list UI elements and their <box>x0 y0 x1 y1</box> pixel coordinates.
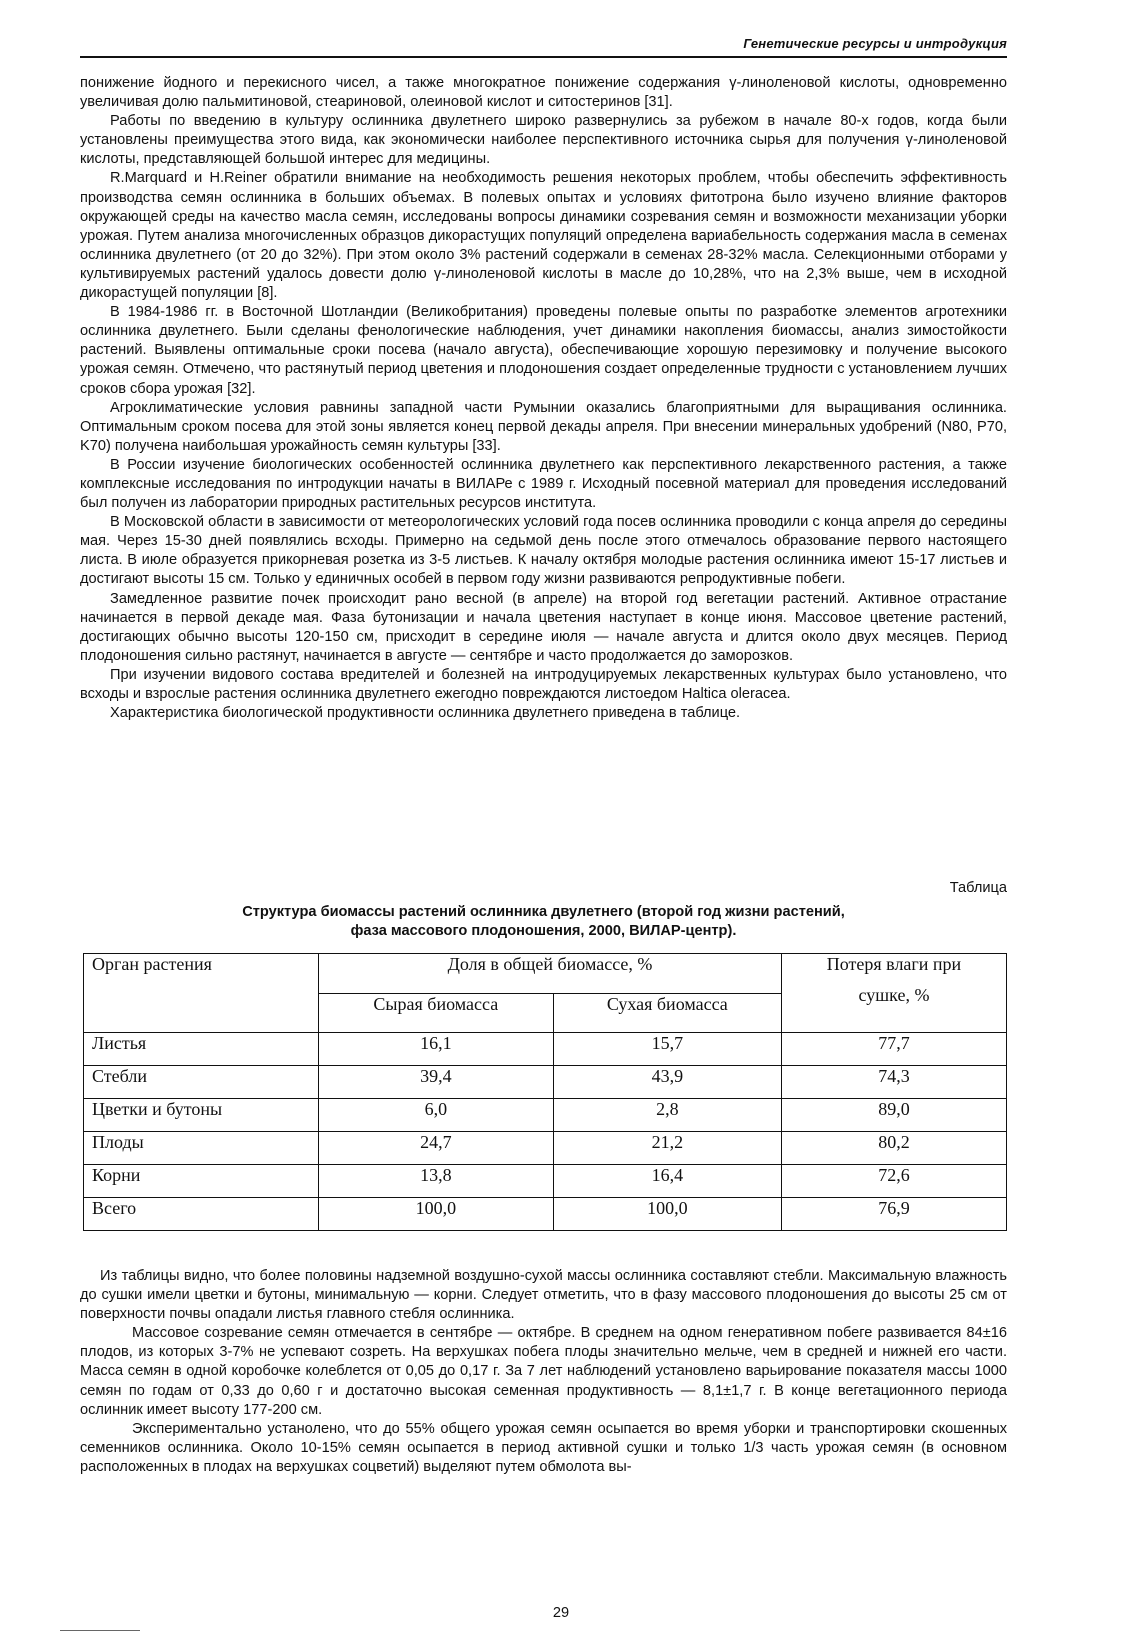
table-row <box>84 1132 1007 1165</box>
cell-raw: 24,7 <box>319 1132 554 1165</box>
header-organ: Орган растения <box>84 954 319 1033</box>
running-title: Генетические ресурсы и интродукция <box>743 36 1007 51</box>
cell-organ: Плоды <box>84 1132 319 1165</box>
cell-loss: 72,6 <box>782 1165 1007 1198</box>
paragraph: При изучении видового состава вредителей и болезней на интродуцируемых лекарственных культурах было установлено, что всходы и взрослые растения ослинника двулетнего ежегодно повреждаются листоедом Haltica oleracea. <box>80 666 1007 702</box>
table-row <box>84 1165 1007 1198</box>
paragraph: Замедленное развитие почек происходит рано весной (в апреле) на второй год вегетации растений. Активное отрастание начинается в первой декаде мая. Фаза бутонизации и начала цветения наступает в конце июня. Массовое цветение растений, достигающих обычно высоты 120-150 см, присходит в середине июля — начале августа и длится около двух месяцев. Период плодоношения сильно растянут, начинается в августе — сентябре и часто продолжается до заморозков. <box>80 590 1007 664</box>
table-row <box>84 1033 1007 1066</box>
table-header-row <box>84 954 1007 994</box>
cell-organ: Всего <box>84 1198 319 1231</box>
paragraph: R.Marquard и H.Reiner обратили внимание на необходимость решения некоторых проблем, чтобы обеспечить эффективность производства семян ослинника в больших объемах. В полевых опытах и условиях фитотрона было изучено влияние факторов окружающей среды на качество масла семян, исследованы вопросы динамики созревания семян и возможности механизации уборки урожая. Путем анализа многочисленных образцов дикорастущих популяций определена вариабельность содержания масла в семенах ослинника двулетнего (от 20 до 32%). При этом около 3% растений содержали в семенах 28-32% масла. Селекционными отборами у культивируемых растений удалось довести долю γ-линоленовой кислоты в масле до 10,28%, что на 2,3% выше, чем в исходной дикорастущей популяции [8]. <box>80 170 1007 302</box>
cell-loss: 74,3 <box>782 1066 1007 1099</box>
cell-dry: 100,0 <box>553 1198 781 1231</box>
cell-loss: 77,7 <box>782 1033 1007 1066</box>
page-number: 29 <box>552 1605 570 1621</box>
cell-dry: 2,8 <box>553 1099 781 1132</box>
cell-raw: 100,0 <box>319 1198 554 1231</box>
table-row <box>84 1066 1007 1099</box>
table-label: Таблица <box>949 880 1007 896</box>
footer-rule <box>60 1630 140 1631</box>
cell-organ: Цветки и бутоны <box>84 1099 319 1132</box>
running-header <box>80 36 1007 58</box>
paragraph: Экспериментально устанолено, что до 55% общего урожая семян осыпается во время уборки и транспортировки скошенных семенников ослинника. Около 10-15% семян осыпается в период активной сушки и только 1/3 часть урожая семян (в основном расположенных в плодах на верхушках соцветий) выделяют путем обмолота вы- <box>80 1420 1007 1475</box>
table-caption-line: фаза массового плодоношения, 2000, ВИЛАР-центр). <box>350 923 737 939</box>
biomass-table <box>83 953 1007 1231</box>
cell-dry: 15,7 <box>553 1033 781 1066</box>
header-share: Доля в общей биомассе, % <box>319 954 782 994</box>
paragraph: Массовое созревание семян отмечается в сентябре — октябре. В среднем на одном генеративном побеге развивается 84±16 плодов, из которых 3-7% не успевают созреть. На верхушках побега плоды значительно мельче, чем в средней и нижней его части. Масса семян в одной коробочке колеблется от 0,05 до 0,17 г. За 7 лет наблюдений установлено варьирование показателя массы 1000 семян по годам от 0,33 до 0,60 г и достаточно высокая семенная продуктивность — 8,1±1,7 г. В конце вегетационного периода ослинник имеет высоту 177-200 см. <box>80 1325 1007 1418</box>
cell-loss: 80,2 <box>782 1132 1007 1165</box>
cell-dry: 43,9 <box>553 1066 781 1099</box>
paragraph: В 1984-1986 гг. в Восточной Шотландии (Великобритания) проведены полевые опыты по разработке элементов агротехники ослинника двулетнего. Были сделаны фенологические наблюдения, учет динамики накопления биомассы, анализ зимостойкости растений. Выявлены оптимальные сроки посева (начало августа), обеспечивающие хорошую перезимовку и получение высокого урожая семян. Отмечено, что растянутый период цветения и плодоношения создает определенные трудности с установлением лучших сроков сбора урожая [32]. <box>80 304 1007 397</box>
table-row-total <box>84 1198 1007 1231</box>
body-text-bottom <box>80 1267 1007 1477</box>
cell-organ: Корни <box>84 1165 319 1198</box>
cell-loss: 76,9 <box>782 1198 1007 1231</box>
paragraph: Работы по введению в культуру ослинника двулетнего широко развернулись за рубежом в начале 80-х годов, когда были установлены преимущества этого вида, как экономически наиболее перспективного источника сырья для получения γ-линоленовой кислоты, представляющей большой интерес для медицины. <box>80 113 1007 168</box>
header-dry-biomass: Сухая биомасса <box>553 993 781 1033</box>
paragraph: Агроклиматические условия равнины западной части Румынии оказались благоприятными для выращивания ослинника. Оптимальным сроком посева для этой зоны является конец первой декады апреля. При внесении минеральных удобрений (N80, P70, K70) получена наибольшая урожайность семян культуры [33]. <box>80 399 1007 454</box>
table-row <box>84 1099 1007 1132</box>
cell-raw: 39,4 <box>319 1066 554 1099</box>
header-raw-biomass: Сырая биомасса <box>319 993 554 1033</box>
header-moisture-loss-line: сушке, % <box>858 985 930 1005</box>
cell-raw: 16,1 <box>319 1033 554 1066</box>
paragraph: В Московской области в зависимости от метеорологических условий года посев ослинника проводили с конца апреля до середины мая. Через 15-30 дней появлялись всходы. Примерно на седьмой день после этого отмечалось образование первого настоящего листа. В июле образуется прикорневая розетка из 3-5 листьев. К началу октября молодые растения ослинника имеют 15-17 листьев и достигают высоты 15 см. Только у единичных особей в первом году жизни развиваются репродуктивные побеги. <box>80 514 1007 588</box>
paragraph: Из таблицы видно, что более половины надземной воздушно-сухой массы ослинника составляют стебли. Максимальную влажность до сушки имели цветки и бутоны, минимальную — корни. Следует отметить, что в фазу массового плодоношения до высоты 25 см от поверхности почвы опадали листья главного стебля ослинника. <box>80 1268 1007 1323</box>
header-moisture-loss-line: Потеря влаги при <box>826 954 962 974</box>
cell-organ: Стебли <box>84 1066 319 1099</box>
cell-organ: Листья <box>84 1033 319 1066</box>
cell-raw: 13,8 <box>319 1165 554 1198</box>
paragraph: Характеристика биологической продуктивности ослинника двулетнего приведена в таблице. <box>110 705 741 722</box>
paragraph: В России изучение биологических особенностей ослинника двулетнего как перспективного лекарственного растения, а также комплексные исследования по интродукции начаты в ВИЛАРе с 1989 г. Исходный посевной материал для проведения исследований был получен из лаборатории природных растительных ресурсов института. <box>80 456 1007 512</box>
table-caption <box>80 903 1007 941</box>
cell-raw: 6,0 <box>319 1099 554 1132</box>
header-moisture-loss <box>782 954 1007 1033</box>
paragraph: понижение йодного и перекисного чисел, а также многократное понижение содержания γ-линоленовой кислоты, одновременно увеличивая долю пальмитиновой, стеариновой, олеиновой кислот и ситостеринов [31]. <box>80 75 1007 111</box>
cell-dry: 16,4 <box>553 1165 781 1198</box>
cell-loss: 89,0 <box>782 1099 1007 1132</box>
body-text-top <box>80 74 1007 723</box>
cell-dry: 21,2 <box>553 1132 781 1165</box>
table-caption-line: Структура биомассы растений ослинника двулетнего (второй год жизни растений, <box>242 904 845 920</box>
